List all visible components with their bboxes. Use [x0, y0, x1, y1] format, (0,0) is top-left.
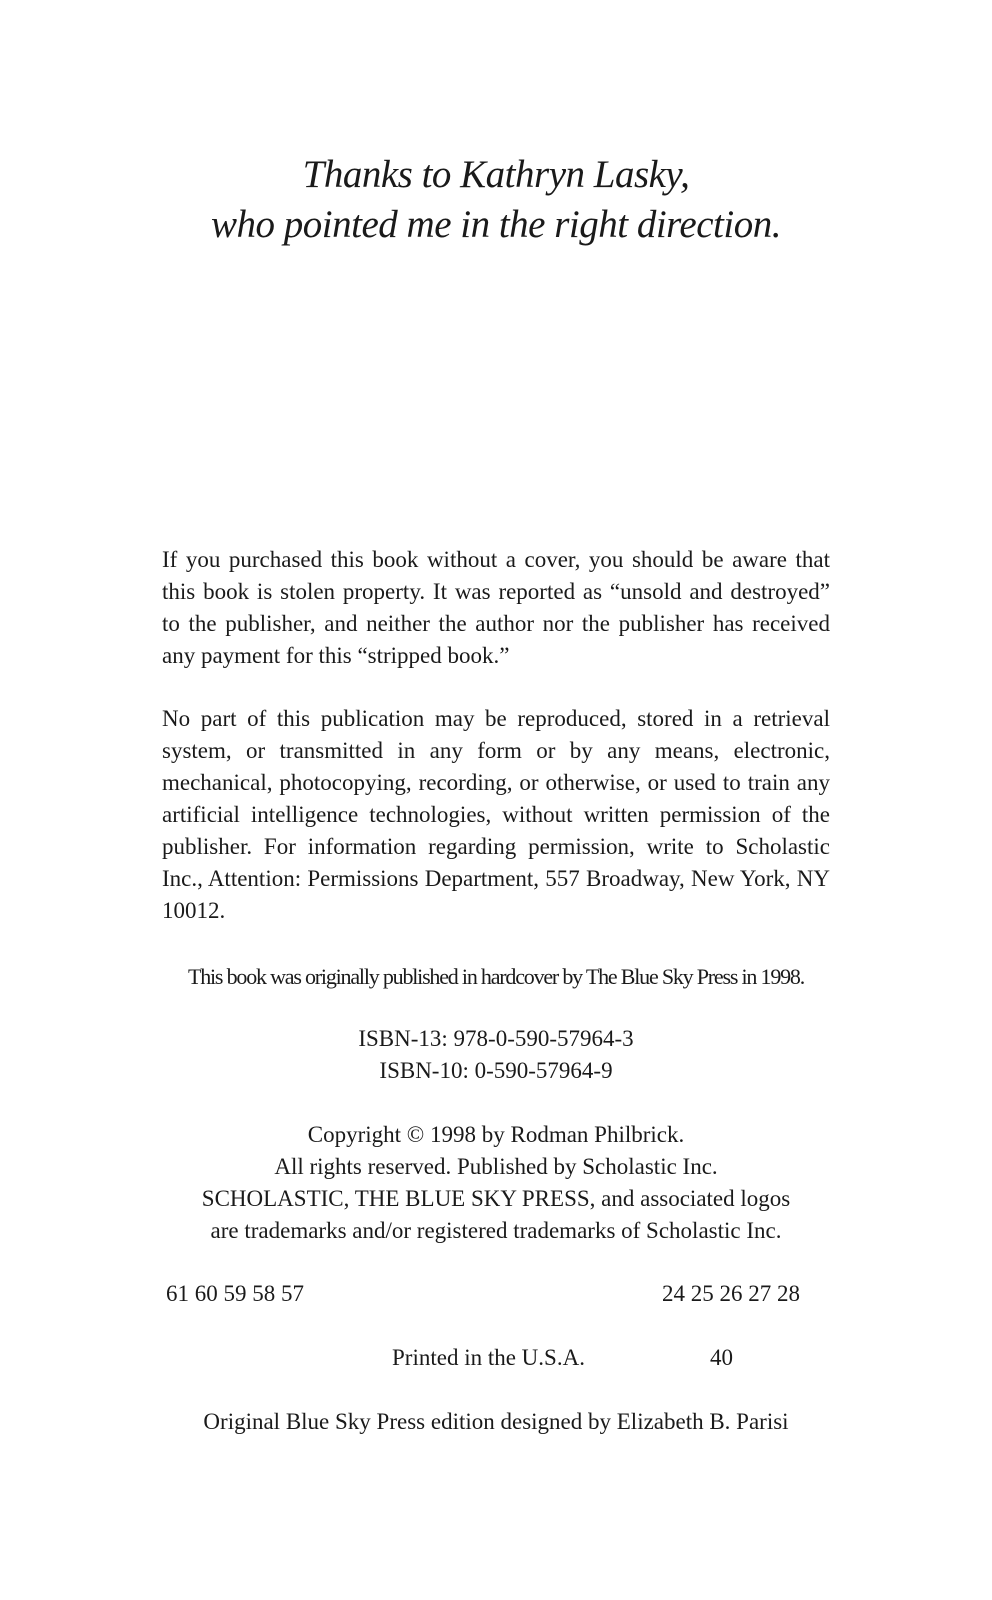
- copyright-line-2: All rights reserved. Published by Scholastic Inc.: [274, 1154, 718, 1179]
- copyright-line-4: are trademarks and/or registered trademarks of Scholastic Inc.: [210, 1218, 782, 1243]
- dedication-line-2: who pointed me in the right direction.: [211, 203, 781, 246]
- printing-line-left: 61 60 59 58 57: [166, 1281, 304, 1306]
- stripped-book-notice: If you purchased this book without a cover, you should be aware that this book is stolen property. It was reported as “unsold and destroyed” to the publisher, and neither the author nor the publisher has received any payment for this “stripped book.”: [162, 547, 830, 668]
- isbn-13: ISBN-13: 978-0-590-57964-3: [358, 1026, 634, 1051]
- copyright-line-3: SCHOLASTIC, THE BLUE SKY PRESS, and associated logos: [201, 1186, 791, 1211]
- dedication: [0, 150, 992, 250]
- rights-notice: No part of this publication may be reproduced, stored in a retrieval system, or transmitted in any form or by any means, electronic, mechanical, photocopying, recording, or otherwise, or used to train any artificial intelligence technologies, without written permission of the publisher. For information regarding permission, write to Scholastic Inc., Attention: Permissions Department, 557 Broadway, New York, NY 10012.: [162, 706, 830, 923]
- printed-in: Printed in the U.S.A.: [392, 1345, 585, 1370]
- dedication-line-1: Thanks to Kathryn Lasky,: [302, 153, 690, 196]
- print-number: 40: [710, 1345, 733, 1370]
- printing-line-right: 24 25 26 27 28: [662, 1281, 800, 1306]
- original-publication-note: This book was originally published in hardcover by The Blue Sky Press in 1998.: [187, 964, 805, 989]
- isbn-10: ISBN-10: 0-590-57964-9: [379, 1058, 613, 1083]
- copyright-line-1: Copyright © 1998 by Rodman Philbrick.: [307, 1122, 685, 1147]
- designer-credit: Original Blue Sky Press edition designed by Elizabeth B. Parisi: [203, 1409, 789, 1434]
